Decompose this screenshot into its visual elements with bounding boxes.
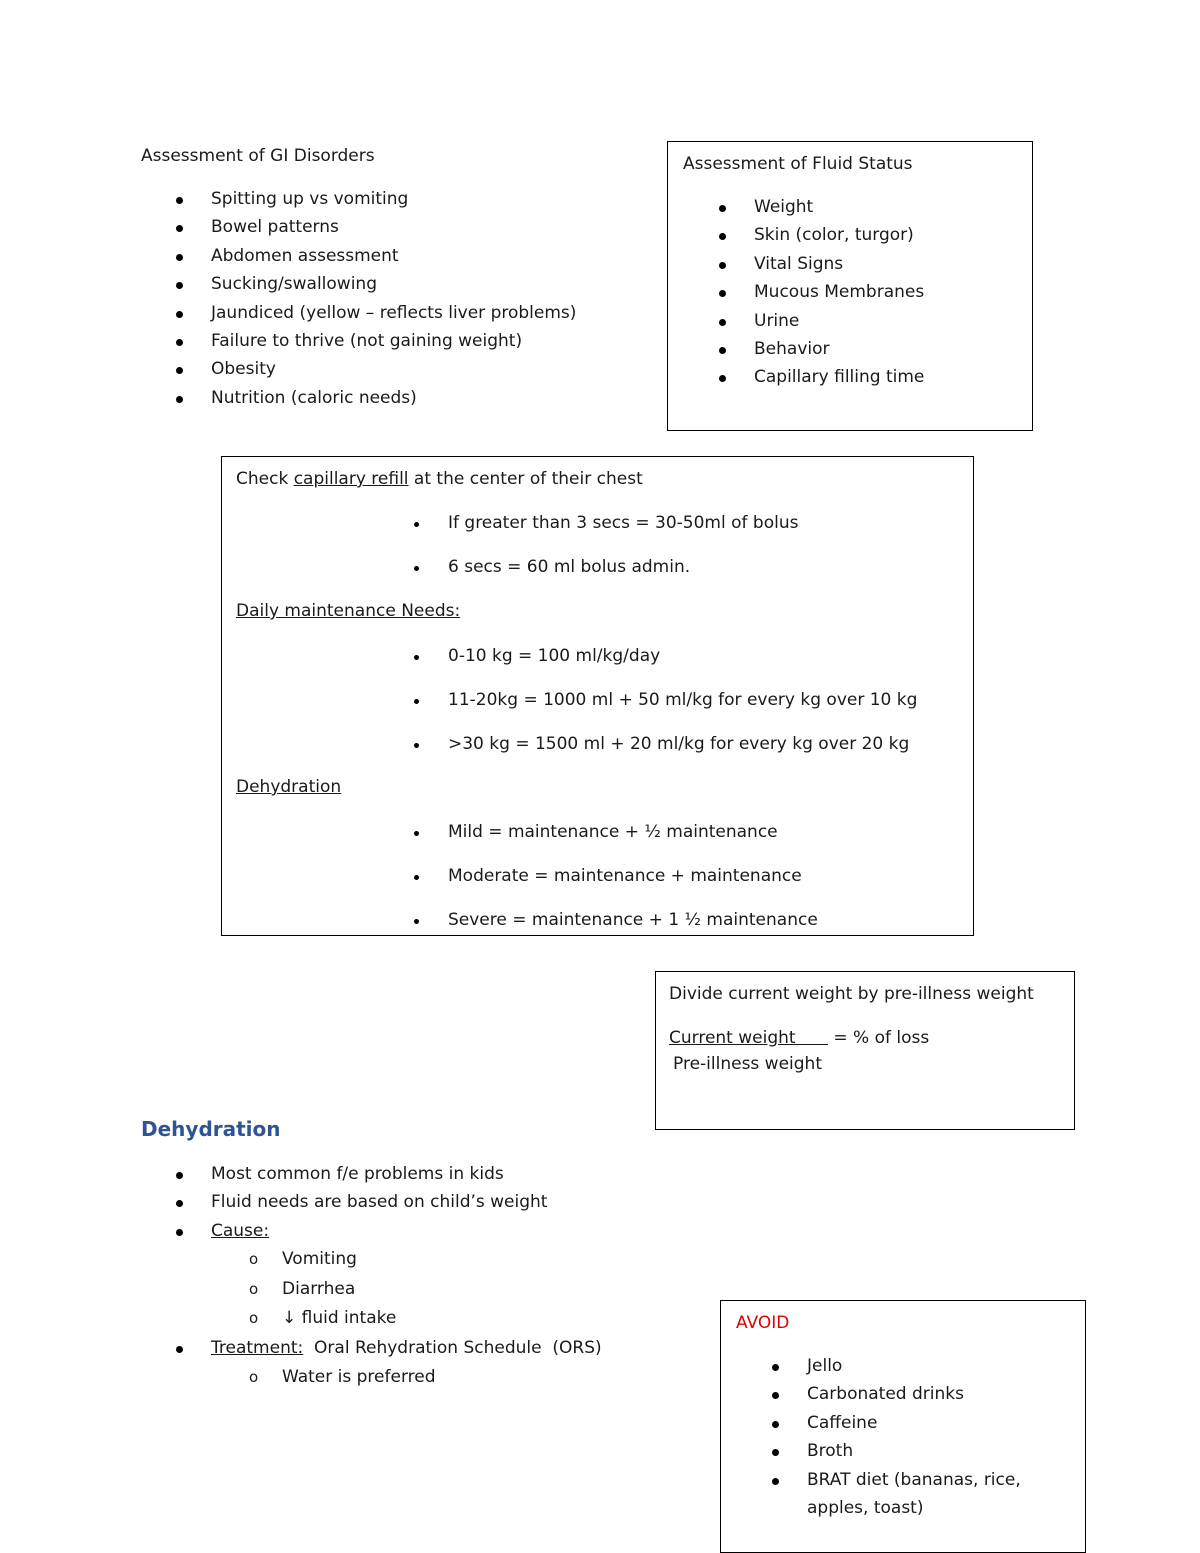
bullet-icon [719,233,726,240]
avoid-box [720,1300,1086,1553]
bullet-icon [176,282,183,289]
formula-result: = % of loss [828,1028,930,1048]
bullet-icon [176,396,183,403]
list-item: Weight [754,197,924,225]
list-item: Carbonated drinks [807,1384,1021,1412]
cause-label: Cause: [211,1220,270,1241]
list-item: Behavior [754,339,924,367]
bullet-icon [414,875,419,880]
list-item: Treatment: Oral Rehydration Schedule (ORS) [211,1338,602,1366]
bullet-icon [176,254,183,261]
capillary-refill-term: capillary refill [293,469,409,489]
gi-list [211,189,576,416]
weight-loss-box [655,971,1075,1130]
list-item: Vital Signs [754,254,924,282]
list-item: o Water is preferred [249,1367,436,1387]
list-item: Most common f/e problems in kids [211,1164,547,1192]
capillary-refill-box [221,456,974,936]
bullet-icon [772,1421,779,1428]
list-item: o ↓ fluid intake [249,1308,397,1328]
bullet-icon [414,566,419,571]
bullet-icon [414,655,419,660]
list-item [211,1221,547,1249]
bullet-icon [414,743,419,748]
bullet-icon [176,225,183,232]
list-item: Broth [807,1441,1021,1469]
fluid-status-box [667,141,1033,431]
list-item: Bowel patterns [211,217,576,245]
formula-denominator: Pre-illness weight [673,1054,822,1074]
weight-formula [669,1028,929,1048]
bullet-icon [414,831,419,836]
bullet-icon [719,319,726,326]
list-item: Spitting up vs vomiting [211,189,576,217]
bullet-icon [772,1449,779,1456]
bullet-icon [176,311,183,318]
treatment-sub-list [249,1367,436,1396]
list-item: Caffeine [807,1413,1021,1441]
hollow-bullet-icon: o [249,1309,259,1327]
list-item: BRAT diet (bananas, rice, [807,1470,1021,1498]
list-item: >30 kg = 1500 ml + 20 ml/kg for every kg over 20 kg [448,734,917,778]
list-item: Mild = maintenance + ½ maintenance [448,822,818,866]
treatment-list [211,1338,602,1366]
list-item: Fluid needs are based on child’s weight [211,1192,547,1220]
cause-list [249,1249,397,1338]
dehydration-heading: Dehydration [141,1117,281,1141]
bullet-icon [176,1200,183,1207]
list-item: Jello [807,1356,1021,1384]
list-item: o Diarrhea [249,1278,356,1299]
formula-numerator: Current weight [669,1028,828,1048]
list-item: Nutrition (caloric needs) [211,388,576,416]
avoid-list [807,1356,1021,1526]
list-item: Sucking/swallowing [211,274,576,302]
bullet-icon [414,699,419,704]
dehydration-subtitle: Dehydration [236,777,342,797]
list-item: 0-10 kg = 100 ml/kg/day [448,646,917,690]
bullet-icon [719,290,726,297]
list-item: Abdomen assessment [211,246,576,274]
list-item: Obesity [211,359,576,387]
bullet-icon [719,205,726,212]
refill-list [448,513,798,601]
dehydration-levels-list [448,822,818,954]
list-item: o Vomiting [249,1249,357,1269]
hollow-bullet-icon: o [249,1368,259,1386]
list-item-continuation: apples, toast) [807,1497,924,1518]
treatment-label: Treatment: [211,1338,304,1358]
list-item: 11-20kg = 1000 ml + 50 ml/kg for every kg over 10 kg [448,690,917,734]
bullet-icon [772,1364,779,1371]
bullet-icon [176,367,183,374]
bullet-icon [772,1478,779,1485]
list-item: If greater than 3 secs = 30-50ml of bolus [448,513,798,557]
list-item: Severe = maintenance + 1 ½ maintenance [448,910,818,954]
list-item: Mucous Membranes [754,282,924,310]
bullet-icon [176,1172,183,1179]
maintenance-title: Daily maintenance Needs: [236,601,461,621]
bullet-icon [414,522,419,527]
list-item: Jaundiced (yellow – reflects liver problems) [211,303,576,331]
bullet-icon [176,1229,183,1236]
hollow-bullet-icon: o [249,1250,259,1268]
list-item: Urine [754,311,924,339]
avoid-title: AVOID [736,1313,790,1333]
list-item: 6 secs = 60 ml bolus admin. [448,557,798,601]
bullet-icon [176,1346,183,1353]
hollow-bullet-icon: o [249,1279,259,1298]
refill-intro: Check capillary refill at the center of their chest [236,469,643,489]
maintenance-list [448,646,917,778]
gi-title: Assessment of GI Disorders [141,146,375,166]
list-item: Moderate = maintenance + maintenance [448,866,818,910]
bullet-icon [176,339,183,346]
bullet-icon [772,1392,779,1399]
weight-intro: Divide current weight by pre-illness weight [669,984,1034,1004]
bullet-icon [719,262,726,269]
dehydration-list [211,1164,547,1249]
list-item: Capillary filling time [754,367,924,395]
list-item: Failure to thrive (not gaining weight) [211,331,576,359]
list-item: Skin (color, turgor) [754,225,924,253]
bullet-icon [414,919,419,924]
bullet-icon [719,375,726,382]
fluid-title: Assessment of Fluid Status [683,154,913,174]
bullet-icon [719,347,726,354]
fluid-list [754,197,924,396]
bullet-icon [176,197,183,204]
